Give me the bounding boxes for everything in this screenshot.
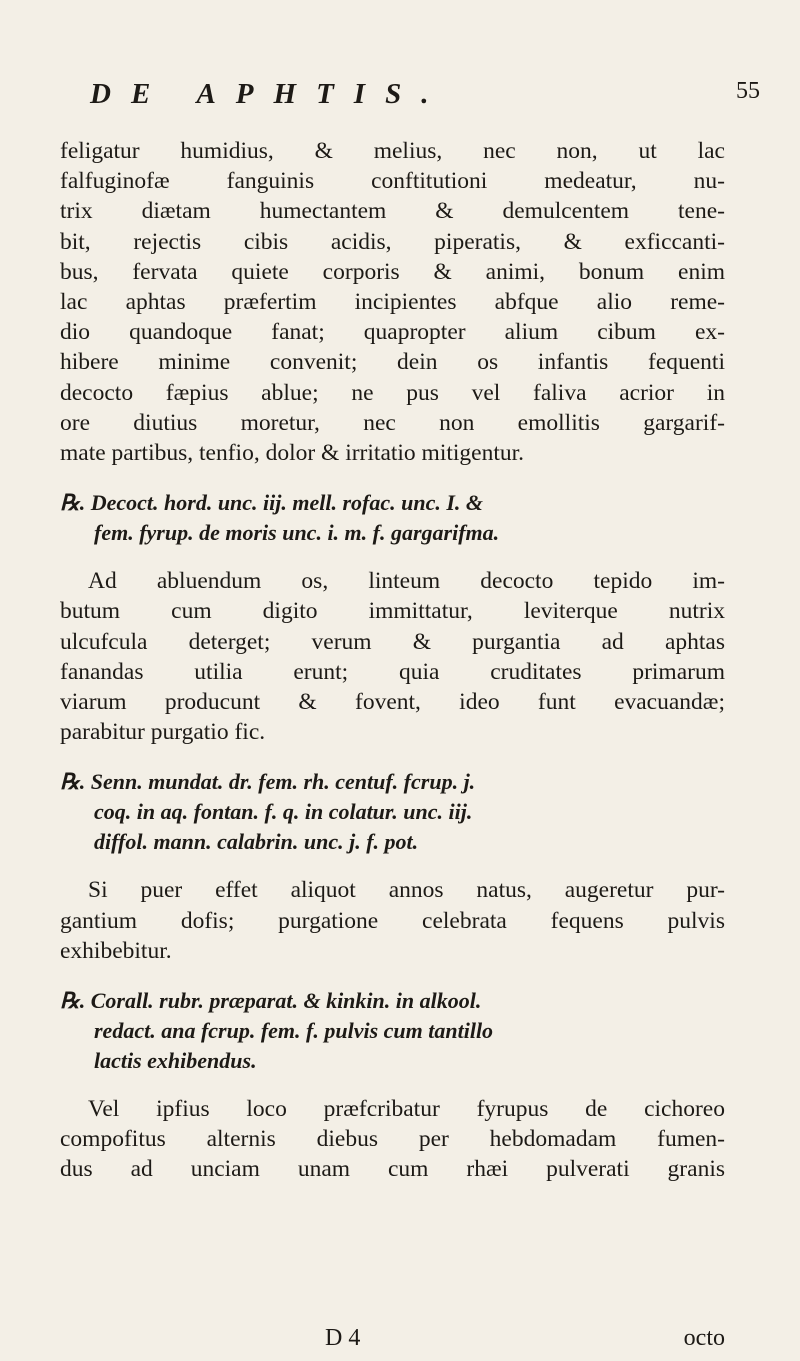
- text-line: Si puer effet aliquot annos natus, augeretur pur-: [88, 877, 725, 904]
- paragraph-3: [60, 875, 725, 966]
- text-line: viarum producunt & fovent, ideo funt evacuandæ;: [60, 689, 725, 716]
- text-line: bit, rejectis cibis acidis, piperatis, & exficcanti-: [60, 228, 725, 255]
- text-line: Ad abluendum os, linteum decocto tepido im-: [88, 568, 725, 595]
- text-line: bus, fervata quiete corporis & animi, bonum enim: [60, 258, 725, 285]
- text-line: mate partibus, tenfio, dolor & irritatio mitigentur.: [60, 440, 525, 467]
- paragraph-2: [60, 566, 725, 747]
- recipe-line: ℞. Senn. mundat. dr. fem. rh. centuf. fcrup. j.: [60, 769, 476, 795]
- text-line: lac aphtas præfertim incipientes abfque alio reme-: [60, 289, 725, 316]
- text-line: gantium dofis; purgatione celebrata fequens pulvis: [60, 907, 725, 934]
- recipe-line: redact. ana fcrup. fem. f. pulvis cum tantillo: [94, 1018, 494, 1044]
- text-line: parabitur purgatio fic.: [60, 719, 266, 746]
- text-line: feligatur humidius, & melius, nec non, ut lac: [60, 138, 725, 164]
- recipe-line: ℞. Decoct. hord. unc. iij. mell. rofac. unc. I. &: [60, 490, 484, 516]
- recipe-line: lactis exhibendus.: [94, 1048, 257, 1074]
- paragraph-4: [60, 1094, 725, 1185]
- recipe-3: [60, 986, 725, 1076]
- text-line: dus ad unciam unam cum rhæi pulverati granis: [60, 1156, 725, 1183]
- text-line: compofitus alternis diebus per hebdomadam fumen-: [60, 1126, 725, 1153]
- paragraph-1: [60, 136, 725, 468]
- text-line: exhibebitur.: [60, 937, 172, 964]
- text-line: hibere minime convenit; dein os infantis fequenti: [60, 349, 725, 376]
- text-line: butum cum digito immittatur, leviterque nutrix: [60, 598, 725, 625]
- page-footer: [60, 1325, 725, 1361]
- recipe-line: coq. in aq. fontan. f. q. in colatur. unc. iij.: [94, 799, 473, 825]
- recipe-line: ℞. Corall. rubr. præparat. & kinkin. in alkool.: [60, 988, 482, 1014]
- text-line: ore diutius moretur, nec non emollitis gargarif-: [60, 409, 725, 436]
- catchword: octo: [683, 1325, 725, 1351]
- body-text: [60, 136, 725, 1185]
- text-line: trix diætam humectantem & demulcentem tene-: [60, 198, 725, 225]
- page-number: 55: [736, 78, 760, 104]
- text-line: falfuginofæ fanguinis conftitutioni medeatur, nu-: [60, 168, 725, 195]
- recipe-2: [60, 767, 725, 857]
- running-title: DE APHTIS.: [90, 78, 449, 110]
- text-line: dio quandoque fanat; quapropter alium cibum ex-: [60, 319, 725, 346]
- text-line: Vel ipfius loco præfcribatur fyrupus de cichoreo: [88, 1096, 725, 1123]
- recipe-line: fem. fyrup. de moris unc. i. m. f. gargarifma.: [94, 520, 500, 546]
- text-line: fanandas utilia erunt; quia cruditates primarum: [60, 658, 725, 685]
- recipe-line: diffol. mann. calabrin. unc. j. f. pot.: [94, 829, 419, 855]
- text-line: decocto fæpius ablue; ne pus vel faliva acrior in: [60, 379, 725, 406]
- text-line: ulcufcula deterget; verum & purgantia ad aphtas: [60, 628, 725, 655]
- signature-mark: D 4: [325, 1325, 361, 1351]
- recipe-1: [60, 488, 725, 548]
- page-header: [70, 78, 760, 118]
